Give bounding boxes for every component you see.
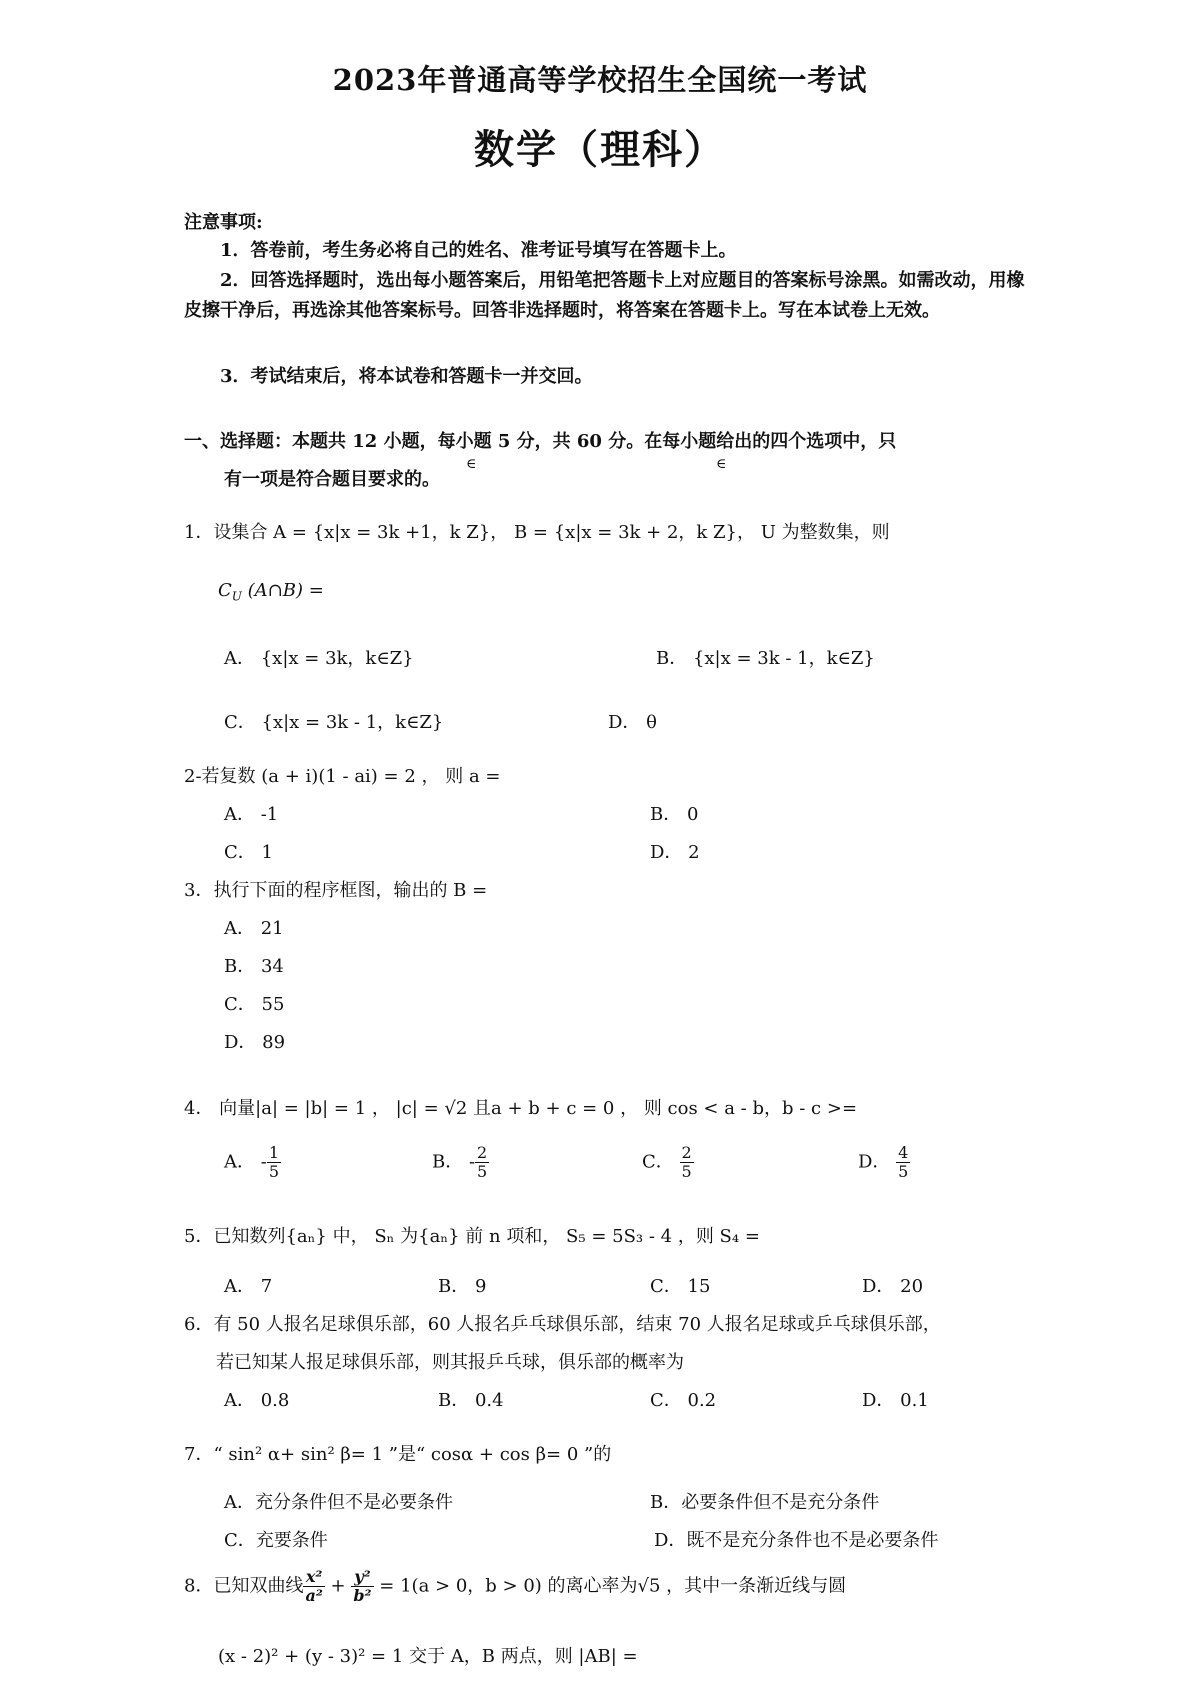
q6-option-d: D． 0.1: [862, 1390, 929, 1411]
q2-stem: 2-若复数 (a + i)(1 - ai) = 2 ， 则 a =: [184, 766, 501, 787]
q5-stem: 5．已知数列{aₙ} 中， Sₙ 为{aₙ} 前 n 项和， S₅ = 5S₃ - 4 ，则 S₄ =: [184, 1226, 760, 1247]
q1-stem: 1．设集合 A = {x|x = 3k +1，k Z}， B = {x|x = 3k + 2，k Z}， U 为整数集，则: [184, 522, 890, 543]
q3-option-c: C． 55: [224, 994, 285, 1015]
q2-option-d: D． 2: [650, 842, 700, 863]
exam-subtitle: 数学（理科）: [474, 127, 726, 173]
section-heading-line2: 有一项是符合题目要求的。: [224, 469, 440, 490]
q5-option-d: D． 20: [862, 1276, 924, 1297]
q7-option-b: B．必要条件但不是充分条件: [650, 1492, 880, 1513]
q3-option-b: B． 34: [224, 956, 284, 977]
notice-heading: 注意事项:: [184, 212, 263, 233]
q4-option-a: A． - $\frac{1}{5}$: [224, 1143, 279, 1181]
notice-item-2: 2．回答选择题时，选出每小题答案后，用铅笔把答题卡上对应题目的答案标号涂黑。如需改动，用橡皮擦干净后，再选涂其他答案标号。回答非选择题时，将答案在答题卡上。写在本试卷上无效。: [184, 270, 1025, 321]
q2-option-c: C． 1: [224, 842, 273, 863]
q1-option-d: D． θ: [608, 712, 657, 733]
q2-option-a: A． -1: [224, 804, 279, 825]
q6-option-b: B． 0.4: [438, 1390, 504, 1411]
q8-stem-line1: 8．已知双曲线 $\frac{\text{x²}}{\text{a²}}$ + $\frac{\text{y²}}{\text{b²}}$ = 1(a > 0，b > 0) 的离心率为√5 ，其中一条渐近线与圆: [184, 1567, 847, 1605]
q4-option-b: B． - $\frac{2}{5}$: [432, 1143, 488, 1181]
q8-stem-line2: (x - 2)² + (y - 3)² = 1 交于 A，B 两点，则 |AB| =: [218, 1646, 638, 1667]
stray-mark-2: ∈: [716, 456, 727, 472]
q6-option-c: C． 0.2: [650, 1390, 717, 1411]
q6-stem-line2: 若已知某人报足球俱乐部，则其报乒乓球，俱乐部的概率为: [216, 1352, 684, 1373]
q1-stem-2: $C_U$ (A∩B) =: [218, 580, 324, 604]
exam-title: 2023年普通高等学校招生全国统一考试: [332, 63, 868, 97]
q6-option-a: A． 0.8: [224, 1390, 290, 1411]
q2-option-b: B． 0: [650, 804, 699, 825]
q7-option-c: C．充要条件: [224, 1530, 328, 1551]
q3-option-a: A． 21: [224, 918, 284, 939]
q7-option-a: A．充分条件但不是必要条件: [224, 1492, 453, 1513]
q1-option-c: C． {x|x = 3k - 1，k∈Z}: [224, 712, 444, 733]
q1-option-b: B． {x|x = 3k - 1，k∈Z}: [656, 648, 875, 669]
notice-item-1: 1．答卷前，考生务必将自己的姓名、准考证号填写在答题卡上。: [220, 240, 737, 261]
section-heading-line1: 一、选择题：本题共 12 小题，每小题 5 分，共 60 分。在每小题给出的四个选项中，只: [184, 431, 897, 452]
q7-stem: 7．“ sin² α+ sin² β= 1 ”是“ cosα + cos β= 0 ”的: [184, 1444, 612, 1465]
stray-mark-1: ∈: [466, 456, 477, 472]
q7-option-d: D．既不是充分条件也不是必要条件: [654, 1530, 939, 1551]
q3-stem: 3．执行下面的程序框图，输出的 B =: [184, 880, 488, 901]
q5-option-b: B． 9: [438, 1276, 487, 1297]
q1-option-a: A． {x|x = 3k，k∈Z}: [224, 648, 414, 669]
notice-item-3: 3．考试结束后，将本试卷和答题卡一并交回。: [220, 366, 593, 387]
q5-option-a: A． 7: [224, 1276, 273, 1297]
q3-option-d: D． 89: [224, 1032, 286, 1053]
q5-option-c: C． 15: [650, 1276, 711, 1297]
q4-option-c: C． $\frac{2}{5}$: [642, 1143, 692, 1181]
q4-option-d: D． $\frac{4}{5}$: [858, 1143, 909, 1181]
q4-stem: 4． 向量|a| = |b| = 1 ， |c| = √2 且a + b + c = 0 ， 则 cos < a - b，b - c >=: [184, 1098, 858, 1119]
q6-stem-line1: 6．有 50 人报名足球俱乐部，60 人报名乒乓球俱乐部，结束 70 人报名足球或乒乓球俱乐部，: [184, 1314, 941, 1335]
